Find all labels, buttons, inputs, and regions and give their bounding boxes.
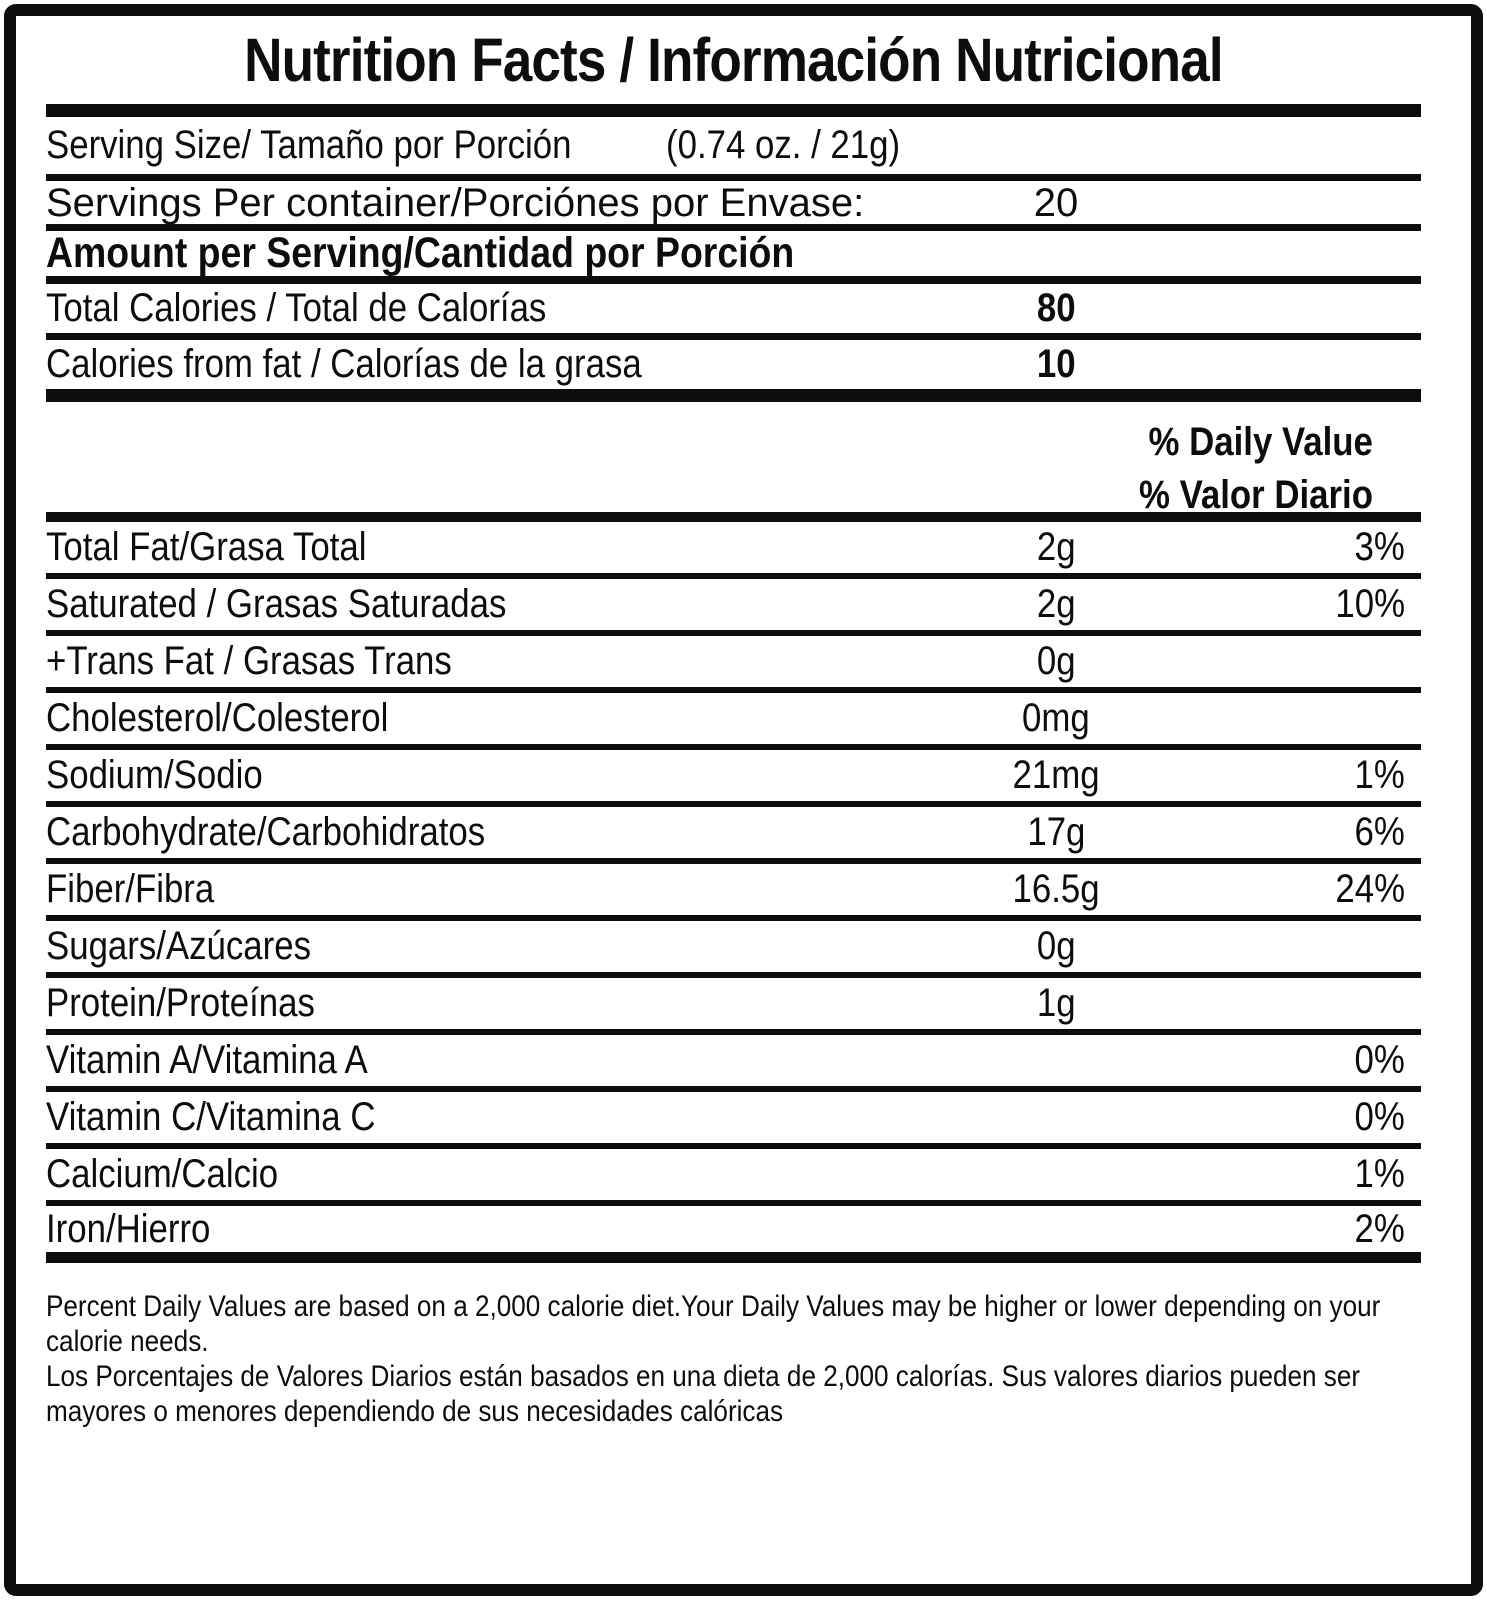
nutrient-row-iron [46, 1206, 1421, 1263]
nutrient-daily-value: 1% [1354, 1152, 1405, 1196]
title-divider [46, 104, 1421, 117]
nutrient-label: Calcium/Calcio [46, 1152, 279, 1196]
nutrient-label: Vitamin A/Vitamina A [46, 1038, 368, 1082]
nutrient-row-protein [46, 978, 1421, 1035]
nutrient-label: Carbohydrate/Carbohidratos [46, 810, 486, 854]
nutrient-daily-value: 10% [1335, 582, 1405, 626]
label-header [46, 16, 1421, 104]
amount-per-serving-header-row [46, 231, 1421, 284]
footnote-es-line1: Los Porcentajes de Valores Diarios están basados en una dieta de 2,000 calorías. Sus valores diarios pueden ser [46, 1360, 1361, 1393]
daily-value-header-es: % Valor Diario [1138, 473, 1373, 517]
calories-from-fat-row [46, 340, 1421, 402]
nutrient-row-carbohydrate [46, 807, 1421, 864]
nutrient-daily-value: 3% [1354, 525, 1405, 569]
daily-value-header [46, 402, 1421, 522]
serving-size-label: Serving Size/ Tamaño por Porción [46, 123, 572, 167]
serving-size-value: (0.74 oz. / 21g) [666, 123, 901, 167]
footnote-en-line1: Percent Daily Values are based on a 2,000 calorie diet.Your Daily Values may be higher or lower depending on your [46, 1290, 1381, 1323]
nutrient-daily-value: 1% [1354, 753, 1405, 797]
nutrient-daily-value: 0% [1354, 1038, 1405, 1082]
nutrient-label: Protein/Proteínas [46, 981, 315, 1025]
nutrient-row-cholesterol [46, 693, 1421, 750]
nutrient-label: Saturated / Grasas Saturadas [46, 582, 507, 626]
nutrient-daily-value: 24% [1335, 867, 1405, 911]
nutrition-facts-label [4, 4, 1483, 1596]
servings-per-container-value: 20 [1033, 181, 1079, 225]
nutrient-row-saturated-fat [46, 579, 1421, 636]
nutrient-row-sodium [46, 750, 1421, 807]
nutrient-value: 21mg [1012, 753, 1100, 797]
total-calories-row [46, 284, 1421, 340]
nutrient-label: Iron/Hierro [46, 1206, 211, 1251]
nutrient-daily-value: 6% [1354, 810, 1405, 854]
calories-from-fat-value: 10 [1036, 342, 1076, 386]
nutrient-row-total-fat [46, 522, 1421, 579]
footnote [46, 1289, 1421, 1429]
footnote-es-line2: mayores o menores dependiendo de sus necesidades calóricas [46, 1395, 784, 1428]
nutrient-value: 2g [1036, 525, 1076, 569]
nutrient-value: 0mg [1022, 696, 1090, 740]
nutrient-value: 1g [1036, 981, 1076, 1025]
nutrient-row-vitamin-c [46, 1092, 1421, 1149]
footnote-en-line2: calorie needs. [46, 1325, 209, 1358]
nutrient-label: Total Fat/Grasa Total [46, 525, 367, 569]
nutrient-label: Cholesterol/Colesterol [46, 696, 389, 740]
nutrient-label: Fiber/Fibra [46, 867, 215, 911]
nutrient-value: 0g [1036, 924, 1076, 968]
nutrient-label: +Trans Fat / Grasas Trans [46, 639, 452, 683]
nutrient-daily-value: 0% [1354, 1095, 1405, 1139]
nutrient-label: Sodium/Sodio [46, 753, 263, 797]
nutrient-row-sugars [46, 921, 1421, 978]
nutrient-daily-value: 2% [1354, 1206, 1405, 1251]
serving-size-row [46, 117, 1421, 181]
nutrient-label: Vitamin C/Vitamina C [46, 1095, 376, 1139]
amount-per-serving-header: Amount per Serving/Cantidad por Porción [46, 229, 795, 277]
calories-from-fat-label: Calories from fat / Calorías de la grasa [46, 342, 642, 386]
servings-per-container-label: Servings Per container/Porciónes por Envase: [46, 181, 865, 225]
label-title: Nutrition Facts / Información Nutricional [244, 26, 1223, 94]
nutrient-value: 2g [1036, 582, 1076, 626]
servings-per-container-row [46, 181, 1421, 231]
total-calories-label: Total Calories / Total de Calorías [46, 286, 547, 330]
nutrient-label: Sugars/Azúcares [46, 924, 311, 968]
nutrient-row-calcium [46, 1149, 1421, 1206]
nutrient-value: 17g [1026, 810, 1086, 854]
nutrient-value: 0g [1036, 639, 1076, 683]
total-calories-value: 80 [1036, 286, 1076, 330]
daily-value-header-en: % Daily Value [1148, 420, 1373, 464]
nutrient-row-vitamin-a [46, 1035, 1421, 1092]
nutrient-row-fiber [46, 864, 1421, 921]
nutrient-row-trans-fat [46, 636, 1421, 693]
nutrient-value: 16.5g [1012, 867, 1100, 911]
